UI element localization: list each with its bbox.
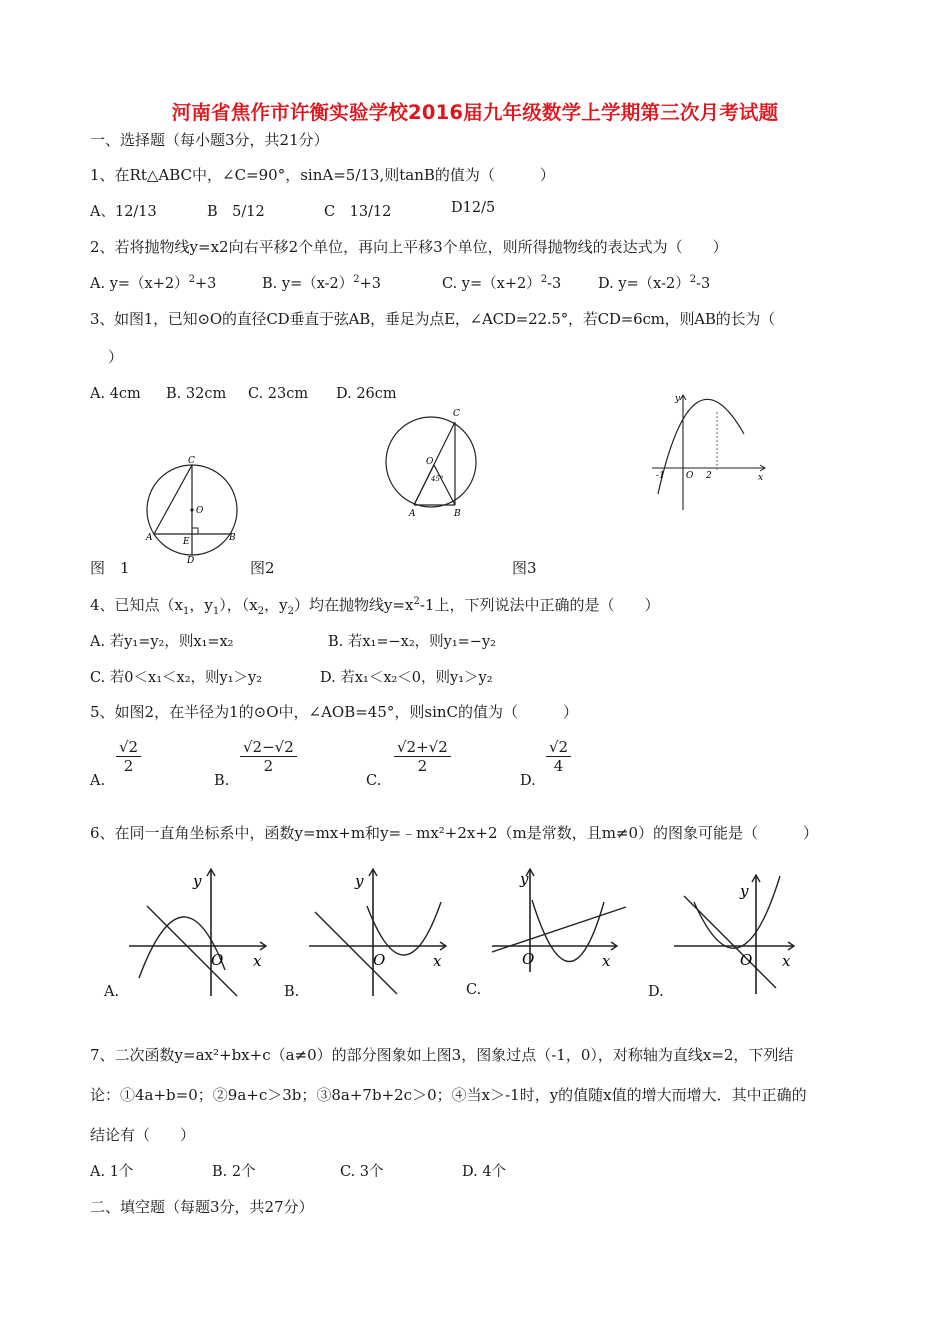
fig2-angle-label: 45° <box>431 475 444 483</box>
fig1-label-b: B <box>229 533 236 543</box>
q6a-axis-x: x <box>253 952 262 970</box>
q7-option-c: C. 3个 <box>340 1164 384 1180</box>
question-3-stem-end: ） <box>108 348 124 366</box>
fig2-label-b: B <box>454 509 461 519</box>
q1-option-a: A、12/13 <box>90 204 157 220</box>
q6c-origin: O <box>522 950 535 968</box>
question-4-stem: 4、已知点（$x_1$，$y_1$），（$x_2$，$y_2$）均在抛物线$y=x^2-1$上，下列说法中正确的是（ ） <box>90 596 660 617</box>
q4-option-b: B. 若x₁=−x₂，则y₁=−y₂ <box>328 634 496 650</box>
q6-graph-c <box>488 862 638 994</box>
q7-option-d: D. 4个 <box>462 1164 507 1180</box>
q6c-axis-x: x <box>602 952 611 970</box>
question-5-stem: 5、如图2，在半径为1的⊙O中，∠AOB=45°，则sinC的值为（ ） <box>90 703 579 721</box>
q1-option-c: C 13/12 <box>324 204 392 220</box>
q5-option-c-fraction: $\frac{√2+√2}{2}$ <box>394 738 451 775</box>
section-heading-choice: 一、选择题（每小题3分，共21分） <box>90 131 329 149</box>
question-2-stem: 2、若将抛物线y=x2向右平移2个单位，再向上平移3个单位，则所得抛物线的表达式为（ ） <box>90 238 728 256</box>
q3-option-d: D. 26cm <box>336 386 397 402</box>
fig1-label-o: O <box>196 506 204 516</box>
figure-3-caption: 图3 <box>512 559 537 577</box>
fig3-label-y: y <box>675 394 681 404</box>
q3-option-a: A. 4cm <box>90 386 141 402</box>
q7-option-a: A. 1个 <box>90 1164 134 1180</box>
q1-option-b: B 5/12 <box>207 204 265 220</box>
q5-option-a-fraction: $\frac{√2}{2}$ <box>116 738 141 775</box>
question-1-stem: 1、在Rt△ABC中，∠C=90°，sinA=5/13,则tanB的值为（ ） <box>90 166 555 184</box>
q6d-axis-x: x <box>782 952 791 970</box>
q6a-axis-y: y <box>193 872 202 890</box>
q6-option-c: C. <box>466 982 482 998</box>
section-heading-fill-in: 二、填空题（每题3分，共27分） <box>90 1198 314 1216</box>
q5-option-b-label: B. <box>214 773 230 789</box>
q3-option-b: B. 32cm <box>166 386 227 402</box>
fig3-label-neg1: -1 <box>656 471 665 481</box>
q6b-axis-x: x <box>433 952 442 970</box>
q5-option-a-label: A. <box>90 773 106 789</box>
page-title: 河南省焦作市许衡实验学校2016届九年级数学上学期第三次月考试题 <box>171 101 779 124</box>
q6c-axis-y: y <box>520 870 529 888</box>
q5-option-b-fraction: $\frac{√2-√2}{2}$ <box>240 738 297 775</box>
figure-1-caption: 图 1 <box>90 559 130 577</box>
figure-3-parabola <box>648 390 773 515</box>
fig3-label-x: x <box>758 473 764 483</box>
q5-option-c-label: C. <box>366 773 382 789</box>
q6d-axis-y: y <box>740 882 749 900</box>
q6d-origin: O <box>740 951 753 969</box>
q5-option-d-fraction: $\frac{√2}{4}$ <box>546 738 571 775</box>
q2-option-c: C. $y=(x+2)^2-3$ <box>442 274 562 292</box>
question-7-line-3: 结论有（ ） <box>90 1126 196 1144</box>
fig2-label-o: O <box>426 457 434 467</box>
fig3-label-2: 2 <box>706 471 712 481</box>
figure-1-circle <box>140 452 250 564</box>
q6b-origin: O <box>373 951 386 969</box>
q2-option-b: B. $y=(x-2)^2+3$ <box>262 274 382 292</box>
q5-option-d-label: D. <box>520 773 536 789</box>
q7-option-b: B. 2个 <box>212 1164 256 1180</box>
q2-option-a: A. $y=(x+2)^2+3$ <box>90 274 217 292</box>
fig3-label-origin: O <box>686 471 694 481</box>
q6a-origin: O <box>211 951 224 969</box>
q4-option-c: C. 若0＜x₁＜x₂，则y₁＞y₂ <box>90 670 263 686</box>
q2-option-d: D. $y=(x-2)^2-3$ <box>598 274 711 292</box>
question-6-stem: 6、在同一直角坐标系中，函数y=mx+m和y=﹣mx²+2x+2（m是常数，且m≠0）的图象可能是（ ） <box>90 824 819 842</box>
fig1-label-e: E <box>183 537 190 547</box>
q4-option-a: A. 若y₁=y₂，则x₁=x₂ <box>90 634 234 650</box>
q3-option-c: C. 23cm <box>248 386 309 402</box>
q1-option-d: D12/5 <box>451 200 496 216</box>
q6-option-a: A. <box>104 984 120 1000</box>
q6-graph-b <box>305 866 455 998</box>
figure-2-circle <box>385 404 477 520</box>
q6-graph-d <box>670 866 820 998</box>
q6-option-d: D. <box>648 984 664 1000</box>
question-3-stem: 3、如图1，已知⊙O的直径CD垂直于弦AB，垂足为点E，∠ACD=22.5°，若CD=6cm，则AB的长为（ <box>90 310 775 328</box>
question-7-line-2: 论：①4a+b=0；②9a+c＞3b；③8a+7b+2c＞0；④当x＞-1时，y的值随x值的增大而增大．其中正确的 <box>90 1086 807 1104</box>
question-7-line-1: 7、二次函数y=ax²+bx+c（a≠0）的部分图象如上图3，图象过点（-1，0），对称轴为直线x=2，下列结 <box>90 1046 794 1064</box>
q4-option-d: D. 若x₁＜x₂＜0，则y₁＞y₂ <box>320 670 493 686</box>
fig1-label-d: D <box>187 556 195 564</box>
q6b-axis-y: y <box>355 872 364 890</box>
fig2-label-a: A <box>409 509 416 519</box>
fig1-label-a: A <box>146 533 153 543</box>
figure-2-caption: 图2 <box>250 559 275 577</box>
fig1-label-c: C <box>188 456 195 466</box>
q6-graph-a <box>125 866 275 998</box>
fig2-label-c: C <box>453 409 460 419</box>
q6-option-b: B. <box>284 984 300 1000</box>
